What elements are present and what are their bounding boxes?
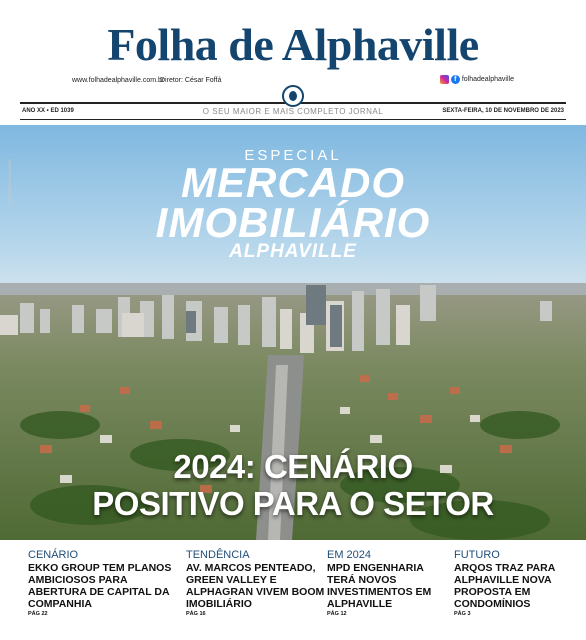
teaser-headline: MPD ENGENHARIA TERÁ NOVOS INVESTIMENTOS EM ALPHAVILLE (327, 562, 432, 610)
newspaper-logo-icon (282, 85, 304, 107)
teaser-kicker: TENDÊNCIA (186, 549, 250, 561)
instagram-icon (440, 75, 449, 84)
photo-credit: ANÚNCIO/DIVULGAÇÃO (7, 159, 12, 205)
facebook-icon: f (451, 75, 460, 84)
teaser-kicker: FUTURO (454, 549, 500, 561)
website-link[interactable]: www.folhadealphaville.com.br (72, 77, 165, 84)
slogan: O SEU MAIOR E MAIS COMPLETO JORNAL (202, 107, 384, 116)
teaser-item[interactable] (454, 549, 579, 617)
newspaper-title: Folha de Alphaville (107, 19, 479, 70)
teaser-kicker: CENÁRIO (28, 549, 79, 561)
special-kicker: ESPECIAL (244, 147, 342, 164)
special-title-line3: ALPHAVILLE (229, 241, 357, 262)
issue-date: SEXTA-FEIRA, 10 DE NOVEMBRO DE 2023 (442, 108, 564, 114)
teaser-page: PÁG 22 (28, 611, 48, 617)
teaser-page: PÁG 3 (454, 611, 471, 617)
edition-number: ANO XX • ED 1039 (22, 108, 74, 114)
main-headline-line2[interactable]: POSITIVO PARA O SETOR (92, 485, 494, 522)
main-headline-line1[interactable]: 2024: CENÁRIO (173, 448, 413, 485)
teaser-headline: AV. MARCOS PENTEADO, GREEN VALLEY E ALPHAGRAN VIVEM BOOM IMOBILIÁRIO (186, 562, 325, 610)
director-credit: Diretor: César Foffá (160, 77, 222, 84)
teaser-item[interactable] (186, 549, 326, 617)
teaser-strip (0, 545, 586, 640)
social-handle-text: folhadealphaville (461, 76, 514, 83)
social-handle[interactable] (440, 75, 514, 84)
teaser-page: PÁG 16 (186, 611, 206, 617)
teaser-headline: EKKO GROUP TEM PLANOS AMBICIOSOS PARA ABERTURA DE CAPITAL DA COMPANHIA (28, 562, 172, 610)
teaser-headline: ARQOS TRAZ PARA ALPHAVILLE NOVA PROPOSTA EM CONDOMÍNIOS (454, 562, 555, 610)
teaser-item[interactable] (327, 549, 447, 617)
teaser-item[interactable] (28, 549, 178, 617)
masthead (0, 0, 586, 125)
teaser-kicker: EM 2024 (327, 549, 372, 561)
special-title-line1: MERCADO (181, 159, 405, 206)
teaser-page: PÁG 12 (327, 611, 347, 617)
bottom-rule (20, 119, 566, 120)
special-title-line2: IMOBILIÁRIO (155, 199, 431, 246)
